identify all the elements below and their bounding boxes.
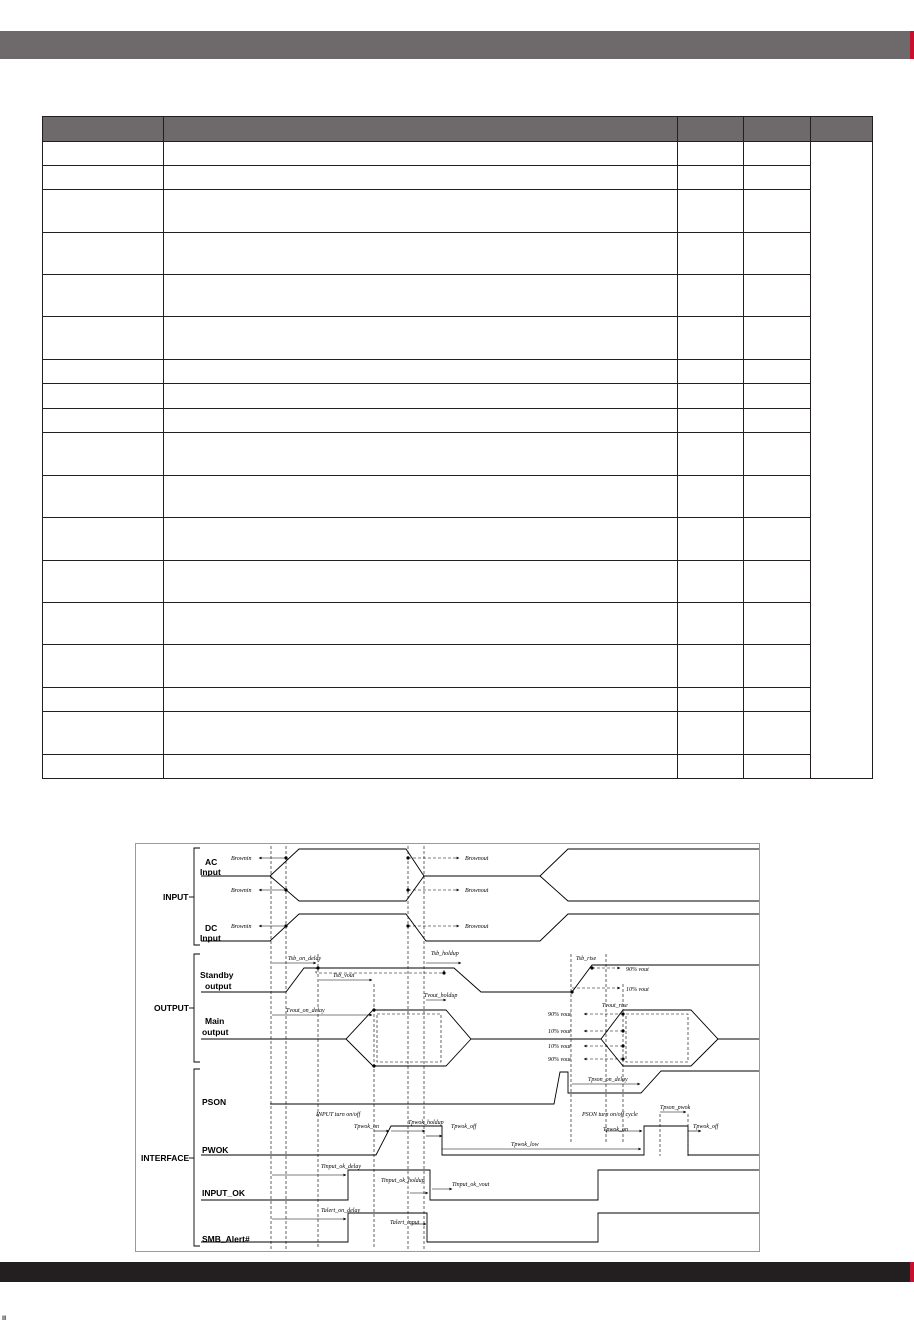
footer-accent <box>910 1262 914 1282</box>
group-label-input: INPUT <box>163 892 189 902</box>
annotation-brownin: Brownin <box>231 856 252 862</box>
table-cell <box>744 561 811 603</box>
table-cell <box>678 476 744 518</box>
annotation-t-alert-input: Talert_input <box>390 1220 420 1226</box>
spec-table <box>42 116 873 779</box>
annotation-t-input-ok-holdup: Tinput_ok_holdup <box>381 1178 425 1184</box>
time-markers <box>271 846 688 1249</box>
annotation-brownout: Brownout <box>465 888 489 894</box>
group-label-output: OUTPUT <box>154 1003 189 1013</box>
table-row <box>43 360 873 384</box>
table-cell <box>744 755 811 779</box>
annotation-t-sb-holdup: Tsb_holdup <box>431 951 459 957</box>
table-cell <box>164 645 678 688</box>
table-cell <box>744 142 811 166</box>
pwok-waveform <box>201 1126 759 1155</box>
table-cell <box>744 233 811 275</box>
table-cell <box>43 190 164 233</box>
table-cell <box>164 518 678 561</box>
table-header-cell <box>43 117 164 142</box>
table-cell <box>43 603 164 645</box>
table-row <box>43 317 873 360</box>
signal-label-pwok: PWOK <box>202 1145 229 1155</box>
table-cell <box>43 409 164 433</box>
table-row <box>43 755 873 779</box>
table-row <box>43 603 873 645</box>
table-cell <box>744 518 811 561</box>
table-cell <box>744 190 811 233</box>
table-row <box>43 166 873 190</box>
table-cell <box>678 142 744 166</box>
timing-diagram <box>135 843 760 1252</box>
signal-label-main: Main <box>205 1016 225 1026</box>
annotation-t-vout-on-delay: Tvout_on_delay <box>286 1008 325 1014</box>
table-cell <box>678 166 744 190</box>
table-cell <box>744 384 811 409</box>
annotation-pson-cycle: PSON turn on/off cycle <box>582 1112 638 1118</box>
table-cell <box>744 409 811 433</box>
table-cell <box>164 603 678 645</box>
table-cell <box>43 561 164 603</box>
signal-label-ac-input: Input <box>200 867 221 877</box>
table-cell <box>43 275 164 317</box>
table-cell <box>43 233 164 275</box>
annotation-t-alert-on-delay: Talert_on_delay <box>321 1208 361 1214</box>
transition-dots <box>284 856 624 1067</box>
table-cell <box>43 476 164 518</box>
table-row <box>43 275 873 317</box>
annotation-input-turn: INPUT turn on/off <box>316 1112 361 1118</box>
table-cell <box>678 755 744 779</box>
table-cell <box>43 433 164 476</box>
annotation-10-vout: 10% vout <box>548 1044 571 1050</box>
table-cell <box>678 688 744 712</box>
group-label-interface: INTERFACE <box>141 1153 190 1163</box>
table-cell <box>164 409 678 433</box>
table-cell <box>678 603 744 645</box>
group-brackets <box>189 848 200 1246</box>
table-header-cell <box>164 117 678 142</box>
annotation-10-vout: 10% vout <box>548 1029 571 1035</box>
annotation-t-input-ok-vout: Tinput_ok_vout <box>452 1182 490 1188</box>
table-row <box>43 561 873 603</box>
smb-alert-waveform <box>201 1213 759 1242</box>
table-cell <box>164 476 678 518</box>
table-header-cell <box>678 117 744 142</box>
table-cell <box>678 233 744 275</box>
standby-output-waveform <box>201 965 759 992</box>
table-cell <box>164 142 678 166</box>
annotation-brownout: Brownout <box>465 924 489 930</box>
table-row <box>43 688 873 712</box>
table-cell <box>678 433 744 476</box>
table-cell <box>744 360 811 384</box>
table-cell <box>43 360 164 384</box>
table-cell <box>164 712 678 755</box>
annotation-t-pwok-on: Tpwok_on <box>603 1127 629 1133</box>
annotation-brownout: Brownout <box>465 856 489 862</box>
signal-label-dc-input: Input <box>200 933 221 943</box>
table-cell <box>744 433 811 476</box>
table-cell <box>678 317 744 360</box>
table-cell <box>43 645 164 688</box>
table-cell <box>678 275 744 317</box>
signal-label-standby-output: output <box>205 981 232 991</box>
annotation-90-vout: 90% vout <box>626 967 649 973</box>
table-row <box>43 190 873 233</box>
table-cell <box>164 755 678 779</box>
table-cell <box>164 360 678 384</box>
annotation-t-pwok-off: Tpwok_off <box>693 1124 719 1130</box>
table-cell <box>43 142 164 166</box>
table-cell <box>43 317 164 360</box>
table-row <box>43 476 873 518</box>
table-cell <box>744 275 811 317</box>
table-cell <box>43 755 164 779</box>
table-cell <box>164 233 678 275</box>
annotation-90-vout: 90% vout <box>548 1057 571 1063</box>
annotation-t-sb-rise: Tsb_rise <box>576 956 597 962</box>
annotation-t-pwok-low: Tpwok_low <box>511 1142 539 1148</box>
signal-label-standby: Standby <box>200 970 234 980</box>
table-header-cell <box>744 117 811 142</box>
table-cell <box>164 688 678 712</box>
table-cell <box>678 360 744 384</box>
table-cell <box>678 190 744 233</box>
signal-label-pson: PSON <box>202 1097 227 1107</box>
signal-label-ac: AC <box>205 857 218 867</box>
main-output-waveform <box>201 1010 759 1066</box>
table-row <box>43 409 873 433</box>
annotation-10-vout: 10% vout <box>626 987 649 993</box>
pson-waveform <box>270 1071 759 1104</box>
annotation-brownin: Brownin <box>231 924 252 930</box>
annotation-t-pwok-holdup: Tpwok_holdup <box>408 1120 444 1126</box>
timing-diagram-svg <box>136 844 759 1251</box>
table-cell <box>43 688 164 712</box>
signal-label-dc: DC <box>205 923 218 933</box>
table-cell <box>164 561 678 603</box>
annotation-t-vout-holdup: Tvout_holdup <box>424 993 458 999</box>
table-cell <box>744 476 811 518</box>
annotation-t-sb-vout: Tsb_vout <box>333 973 355 979</box>
table-cell <box>43 712 164 755</box>
annotation-90-vout: 90% vout <box>548 1012 571 1018</box>
annotation-t-pwok-off: Tpwok_off <box>451 1124 477 1130</box>
table-cell <box>43 518 164 561</box>
table-cell <box>678 645 744 688</box>
table-row <box>43 712 873 755</box>
table-row <box>43 142 873 166</box>
corner-mark: Ⅲ <box>2 1316 7 1322</box>
table-row <box>43 433 873 476</box>
table-cell <box>164 190 678 233</box>
table-cell-merged <box>811 142 873 779</box>
footer-band <box>0 1262 912 1282</box>
table-row <box>43 233 873 275</box>
table-cell <box>744 317 811 360</box>
table-cell <box>164 384 678 409</box>
annotation-t-pwok-on: Tpwok_on <box>354 1124 380 1130</box>
table-cell <box>678 518 744 561</box>
annotation-t-pson-on-delay: Tpson_on_delay <box>588 1077 628 1083</box>
table-cell <box>744 712 811 755</box>
table-cell <box>744 645 811 688</box>
table-cell <box>164 166 678 190</box>
table-cell <box>678 384 744 409</box>
annotation-brownin: Brownin <box>231 888 252 894</box>
annotation-t-sb-on-delay: Tsb_on_delay <box>288 956 322 962</box>
annotation-t-pson-pwok: Tpson_pwok <box>660 1105 691 1111</box>
table-cell <box>678 409 744 433</box>
table-row <box>43 384 873 409</box>
table-cell <box>744 603 811 645</box>
table-cell <box>744 166 811 190</box>
annotation-t-input-ok-delay: Tinput_ok_delay <box>321 1164 361 1170</box>
signal-label-smb-alert: SMB_Alert# <box>202 1234 250 1244</box>
header-accent <box>910 31 914 59</box>
annotation-t-vout-rise: Tvout_rise <box>602 1003 628 1009</box>
table-cell <box>744 688 811 712</box>
table-cell <box>164 317 678 360</box>
table-cell <box>164 433 678 476</box>
table-cell <box>678 561 744 603</box>
table-cell <box>43 384 164 409</box>
table-row <box>43 645 873 688</box>
header-band <box>0 31 912 59</box>
table-cell <box>678 712 744 755</box>
table-row <box>43 518 873 561</box>
signal-label-main-output: output <box>202 1027 229 1037</box>
table-header-cell <box>811 117 873 142</box>
table-header-row <box>43 117 873 142</box>
table-cell <box>43 166 164 190</box>
signal-label-input-ok: INPUT_OK <box>202 1188 245 1198</box>
table-cell <box>164 275 678 317</box>
